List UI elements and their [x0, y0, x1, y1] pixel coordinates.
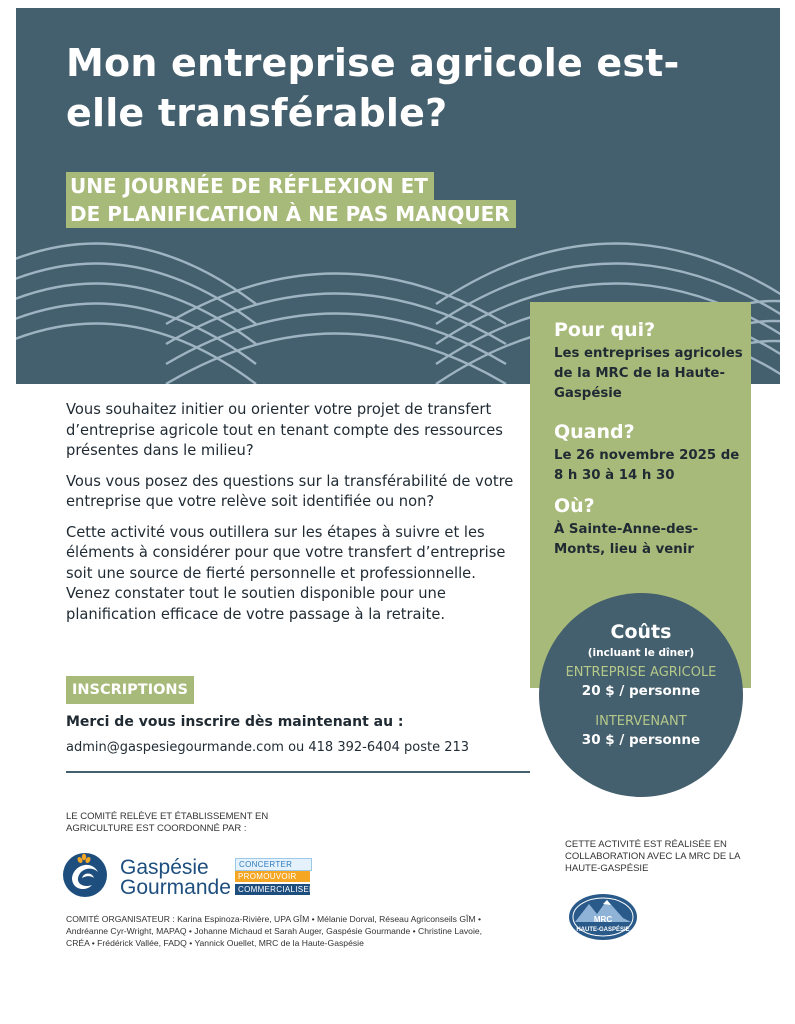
description-paragraph-3: Cette activité vous outillera sur les étapes à suivre et les éléments à considérer pour que votre transfert d’entreprise soit une source de fierté personnelle et professionnelle. Venez constater tout le soutien disponible pour une planification efficace de votre passage à la retraite. — [66, 523, 506, 623]
logo-tag-promouvoir: PROMOUVOIR — [235, 871, 310, 882]
when-section — [554, 420, 744, 486]
cost-category-speaker: INTERVENANT — [595, 714, 687, 729]
who-text: Les entreprises agricoles de la MRC de la Haute-Gaspésie — [554, 346, 743, 401]
logo-name-line-1: Gaspésie — [120, 856, 209, 879]
where-text: À Sainte-Anne-des-Monts, lieu à venir — [554, 522, 699, 557]
description-paragraph-2: Vous vous posez des questions sur la transférabilité de votre entreprise que votre relève soit identifiée ou non? — [66, 472, 514, 510]
where-section — [554, 494, 744, 560]
organizing-committee: COMITÉ ORGANISATEUR : Karina Espinoza-Rivière, UPA GÎM • Mélanie Dorval, Réseau Agriconseils GÎM • Andréanne Cyr-Wright, MAPAQ • Johanne Michaud et Sarah Auger, Gaspésie Gourmande • Christine Lavoie, CRÉA • Frédérick Vallée, FADQ • Yannick Ouellet, MRC de la Haute-Gaspésie — [66, 914, 483, 948]
cost-price-speaker: 30 $ / personne — [581, 732, 701, 748]
description-paragraph-1: Vous souhaitez initier ou orienter votre projet de transfert d’entreprise agricole tout en tenant compte des ressources présentes dans le milieu? — [66, 401, 503, 459]
cost-category-farm: ENTREPRISE AGRICOLE — [565, 665, 717, 680]
registration-label: INSCRIPTIONS — [66, 676, 194, 704]
mrc-logo-text-1: MRC — [593, 915, 613, 924]
registration-contact[interactable]: admin@gaspesiegourmande.com ou 418 392-6404 poste 213 — [66, 740, 470, 755]
page-title: Mon entreprise agricole est-elle transférable? — [66, 41, 680, 135]
logo-tag-commercialiser: COMMERCIALISER — [235, 884, 310, 895]
logo-tag-concerter: CONCERTER — [235, 858, 312, 871]
who-section — [554, 318, 744, 404]
mrc-logo-text-2: HAUTE-GASPÉSIE — [576, 927, 630, 933]
subtitle-line-2: DE PLANIFICATION À NE PAS MANQUER — [66, 200, 516, 228]
cost-price-farm: 20 $ / personne — [581, 683, 701, 699]
subtitle-line-1: UNE JOURNÉE DE RÉFLEXION ET — [66, 172, 434, 200]
divider — [66, 771, 530, 773]
when-text: Le 26 novembre 2025 de 8 h 30 à 14 h 30 — [554, 448, 740, 483]
where-heading: Où? — [554, 495, 595, 517]
mountain-seal-icon — [567, 892, 639, 942]
registration-lead: Merci de vous inscrire dès maintenant au : — [66, 714, 404, 730]
coordination-note: LE COMITÉ RELÈVE ET ÉTABLISSEMENT EN AGRICULTURE EST COORDONNÉ PAR : — [66, 811, 269, 834]
gaspesie-gourmande-logo — [62, 852, 322, 902]
costs-note: (incluant le dîner) — [587, 647, 695, 659]
description — [66, 400, 516, 635]
collaboration-note: CETTE ACTIVITÉ EST RÉALISÉE EN COLLABORATION AVEC LA MRC DE LA HAUTE-GASPÉSIE — [565, 839, 740, 874]
costs-circle — [539, 593, 743, 797]
wheat-swirl-logo-icon — [62, 852, 108, 898]
who-heading: Pour qui? — [554, 319, 656, 341]
subtitle — [66, 172, 516, 228]
when-heading: Quand? — [554, 421, 635, 443]
logo-name-line-2: Gourmande — [120, 876, 231, 899]
costs-heading: Coûts — [610, 621, 672, 643]
